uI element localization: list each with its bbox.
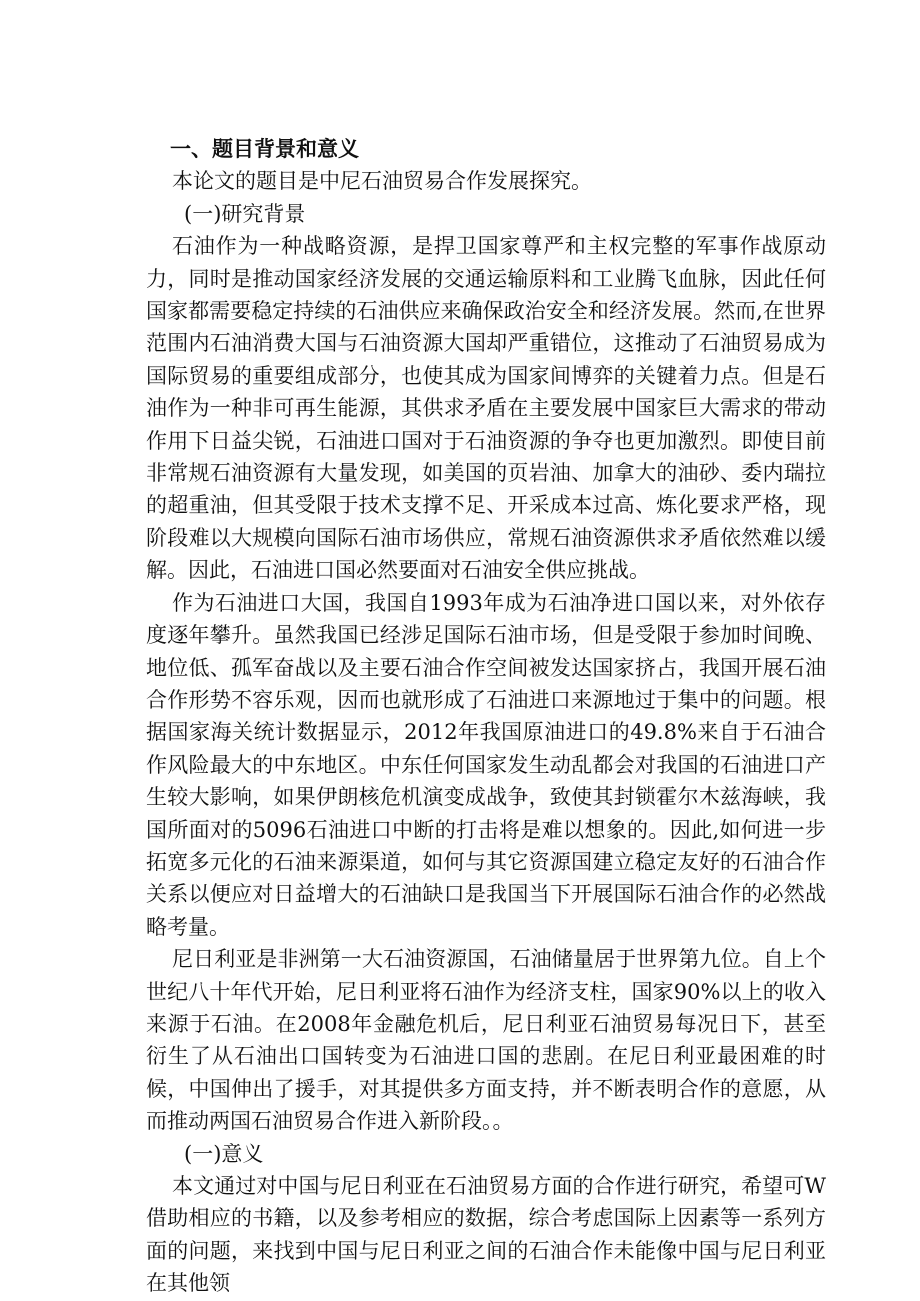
subheading-research-background: (一)研究背景 (184, 201, 306, 226)
paragraph-china-oil-import: 作为石油进口大国，我国自1993年成为石油净进口国以来，对外依存度逐年攀升。虽然我国已经涉足国际石油市场，但是受限于参加时间晚、地位低、孤军奋战以及主要石油合作空间被发达国家挤占，我国开展石油合作形势不容乐观，因而也就形成了石油进口来源地过于集中的问题。根据国家海关统计数据显示，2012年我国原油进口的49.8%来自于石油合作风险最大的中东地区。中东任何国家发生动乱都会对我国的石油进口产生较大影响，如果伊朗核危机演变成战争，致使其封锁霍尔木兹海峡，我国所面对的5096石油进口中断的打击将是难以想象的。因此,如何进一步拓宽多元化的石油来源渠道，如何与其它资源国建立稳定友好的石油合作关系以便应对日益增大的石油缺口是我国当下开展国际石油合作的必然战略考量。 (146, 590, 826, 939)
subheading-significance: (一)意义 (184, 1141, 264, 1166)
document-body (146, 133, 826, 1300)
paragraph-oil-strategic-resource: 石油作为一种战略资源，是捍卫国家尊严和主权完整的军事作战原动力，同时是推动国家经济发展的交通运输原料和工业腾飞血脉，因此任何国家都需要稳定持续的石油供应来确保政治安全和经济发展。然而,在世界范围内石油消费大国与石油资源大国却严重错位，这推动了石油贸易成为国际贸易的重要组成部分，也使其成为国家间博弈的关键着力点。但是石油作为一种非可再生能源，其供求矛盾在主要发展中国家巨大需求的带动作用下日益尖锐，石油进口国对于石油资源的争夺也更加激烈。即使目前非常规石油资源有大量发现，如美国的页岩油、加拿大的油砂、委内瑞拉的超重油，但其受限于技术支撑不足、开采成本过高、炼化要求严格，现阶段难以大规模向国际石油市场供应，常规石油资源供求矛盾依然难以缓解。因此，石油进口国必然要面对石油安全供应挑战。 (146, 234, 826, 583)
intro-sentence: 本论文的题目是中尼石油贸易合作发展探究。 (172, 169, 592, 194)
paragraph-significance: 本文通过对中国与尼日利亚在石油贸易方面的合作进行研究，希望可W借助相应的书籍，以及参考相应的数据，综合考虑国际上因素等一系列方面的问题，来找到中国与尼日利亚之间的石油合作未能像中国与尼日利亚在其他领 (146, 1174, 826, 1296)
section-heading: 一、题目背景和意义 (170, 136, 359, 161)
paragraph-nigeria-oil: 尼日利亚是非洲第一大石油资源国，石油储量居于世界第九位。自上个世纪八十年代开始，尼日利亚将石油作为经济支柱，国家90%以上的收入来源于石油。在2008年金融危机后，尼日利亚石油贸易每况日下，甚至衍生了从石油出口国转变为石油进口国的悲剧。在尼日利亚最困难的时候，中国伸出了援手，对其提供多方面支持，并不断表明合作的意愿，从而推动两国石油贸易合作进入新阶段。。 (146, 947, 826, 1134)
